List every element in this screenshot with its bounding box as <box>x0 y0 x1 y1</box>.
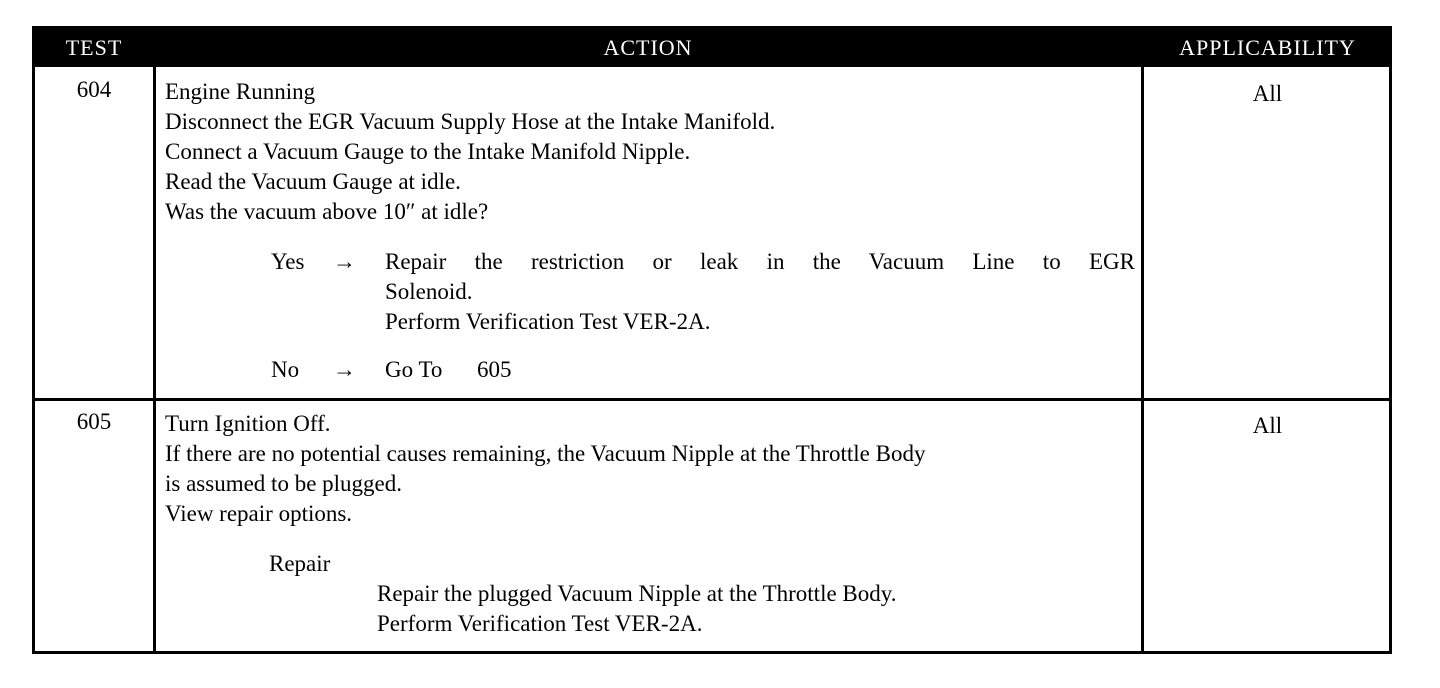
action-line: Engine Running <box>165 79 316 104</box>
header-test: TEST <box>65 35 123 60</box>
test-number-605: 605 <box>76 409 112 434</box>
applicability-604: All <box>1252 81 1283 106</box>
yes-result-line-3: Perform Verification Test VER-2A. <box>385 309 711 334</box>
action-line: Connect a Vacuum Gauge to the Intake Manifold Nipple. <box>165 139 691 164</box>
action-604 <box>165 77 1140 227</box>
goto-target-link[interactable]: 605 <box>477 357 512 382</box>
header-action: ACTION <box>603 35 693 60</box>
yes-label: Yes <box>271 249 305 274</box>
applicability-605: All <box>1252 413 1283 438</box>
action-line: Turn Ignition Off. <box>165 411 331 436</box>
action-line: If there are no potential causes remaining, the Vacuum Nipple at the Throttle Body <box>165 441 926 466</box>
yes-result-line-1: Repair the restriction or leak in the Vacuum Line to EGR <box>385 249 1135 274</box>
row-divider <box>35 398 1392 401</box>
column-divider-1 <box>153 67 156 654</box>
action-line: Read the Vacuum Gauge at idle. <box>165 169 461 194</box>
no-arrow: → <box>333 357 356 382</box>
repair-line-1: Repair the plugged Vacuum Nipple at the Throttle Body. <box>377 581 897 606</box>
yes-arrow: → <box>333 249 356 274</box>
column-divider-2 <box>1141 67 1144 654</box>
yes-result-line-2: Solenoid. <box>385 279 473 304</box>
action-line: is assumed to be plugged. <box>165 471 402 496</box>
goto-label: Go To <box>385 357 443 382</box>
header-applicability: APPLICABILITY <box>1179 35 1356 60</box>
action-line: View repair options. <box>165 501 353 526</box>
repair-line-2: Perform Verification Test VER-2A. <box>377 611 703 636</box>
action-line: Was the vacuum above 10″ at idle? <box>165 199 489 224</box>
action-line: Disconnect the EGR Vacuum Supply Hose at the Intake Manifold. <box>165 109 776 134</box>
no-label: No <box>271 357 300 382</box>
repair-label: Repair <box>269 551 331 576</box>
action-605 <box>165 409 1140 529</box>
table-header <box>35 29 1389 67</box>
diagnostic-table <box>32 26 1392 654</box>
test-number-604: 604 <box>76 77 112 102</box>
